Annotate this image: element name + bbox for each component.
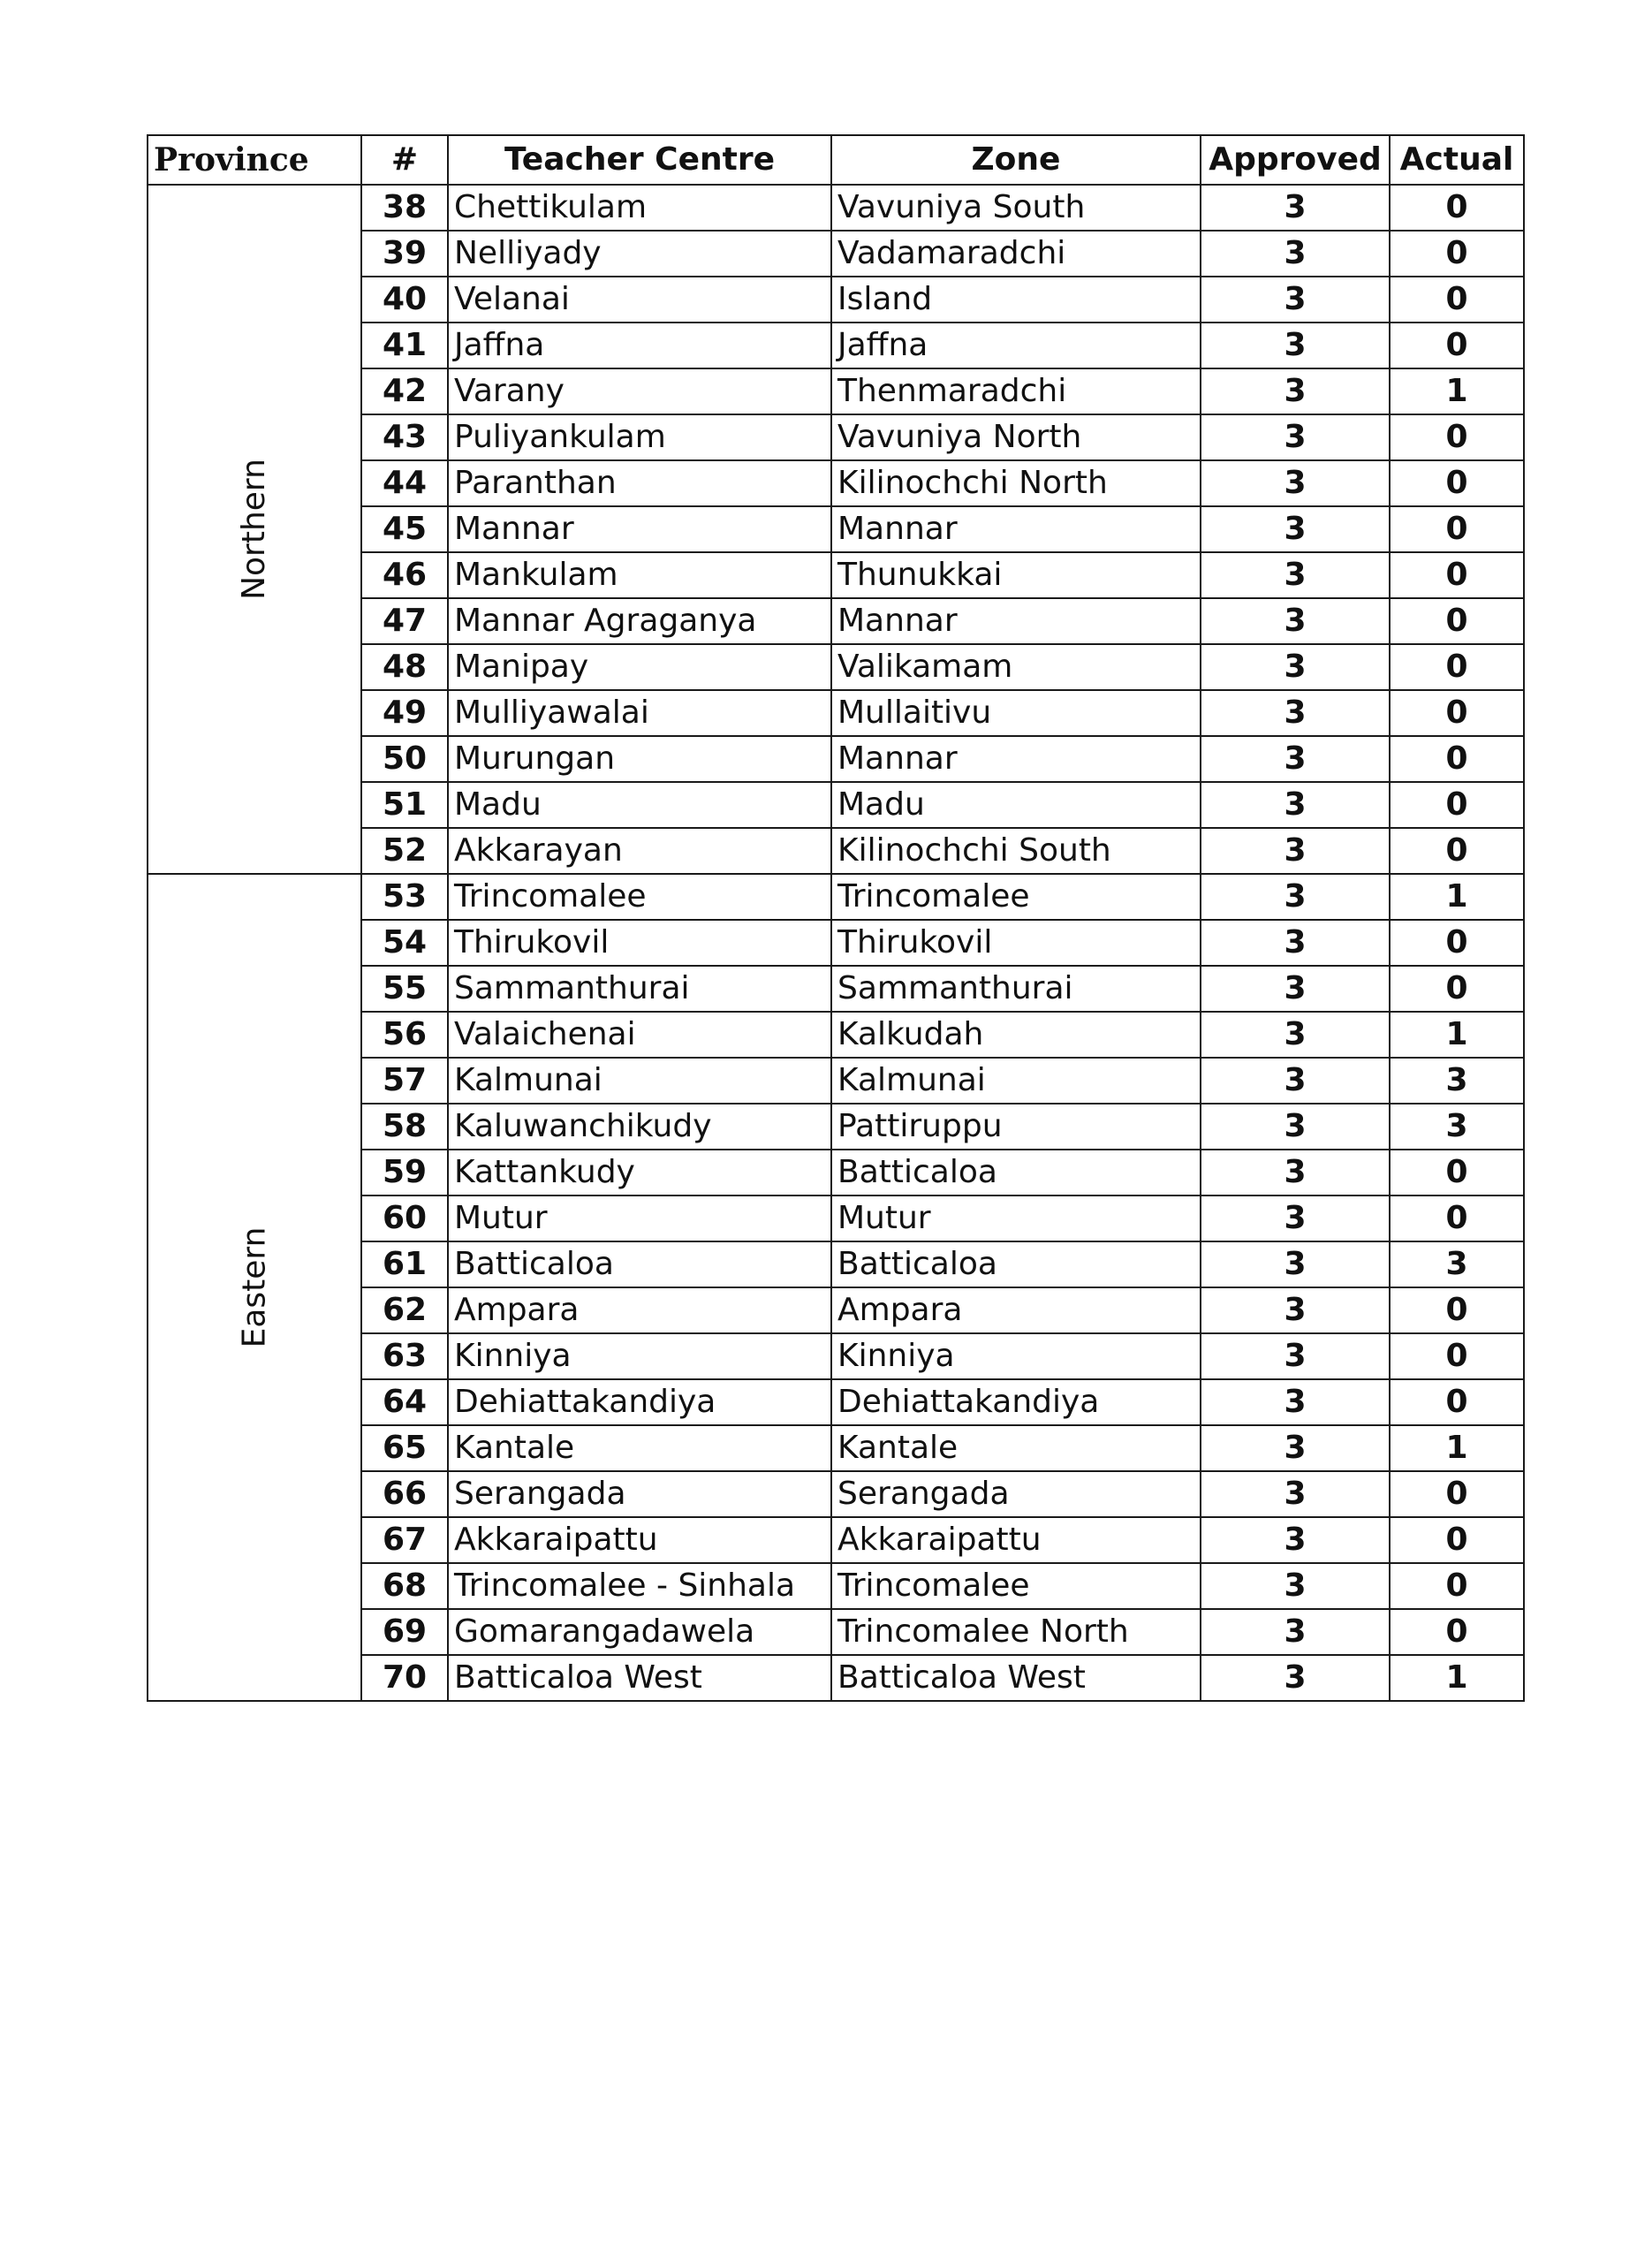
row-number-cell: 39 bbox=[361, 231, 448, 277]
table-row bbox=[148, 185, 1524, 231]
row-number-cell: 41 bbox=[361, 323, 448, 368]
row-number-cell: 46 bbox=[361, 552, 448, 598]
actual-count-cell: 3 bbox=[1390, 1058, 1524, 1104]
teacher-centre-cell: Trincomalee bbox=[448, 874, 831, 920]
zone-cell: Thunukkai bbox=[831, 552, 1201, 598]
approved-count-cell: 3 bbox=[1201, 1196, 1390, 1241]
teacher-centre-cell: Manipay bbox=[448, 644, 831, 690]
approved-count-cell: 3 bbox=[1201, 874, 1390, 920]
row-number-cell: 48 bbox=[361, 644, 448, 690]
row-number-cell: 38 bbox=[361, 185, 448, 231]
teacher-centre-table bbox=[147, 134, 1525, 1702]
teacher-centre-cell: Trincomalee - Sinhala bbox=[448, 1563, 831, 1609]
approved-count-cell: 3 bbox=[1201, 690, 1390, 736]
approved-count-cell: 3 bbox=[1201, 1563, 1390, 1609]
teacher-centre-cell: Mulliyawalai bbox=[448, 690, 831, 736]
zone-cell: Batticaloa bbox=[831, 1150, 1201, 1196]
actual-count-cell: 0 bbox=[1390, 185, 1524, 231]
teacher-centre-cell: Batticaloa West bbox=[448, 1655, 831, 1701]
teacher-centre-cell: Valaichenai bbox=[448, 1012, 831, 1058]
approved-count-cell: 3 bbox=[1201, 1333, 1390, 1379]
zone-cell: Kantale bbox=[831, 1425, 1201, 1471]
zone-cell: Kilinochchi South bbox=[831, 828, 1201, 874]
row-number-cell: 65 bbox=[361, 1425, 448, 1471]
zone-cell: Mullaitivu bbox=[831, 690, 1201, 736]
row-number-cell: 62 bbox=[361, 1287, 448, 1333]
row-number-cell: 56 bbox=[361, 1012, 448, 1058]
document-page bbox=[147, 134, 1523, 1702]
teacher-centre-cell: Gomarangadawela bbox=[448, 1609, 831, 1655]
teacher-centre-cell: Ampara bbox=[448, 1287, 831, 1333]
approved-count-cell: 3 bbox=[1201, 1012, 1390, 1058]
approved-count-cell: 3 bbox=[1201, 506, 1390, 552]
zone-cell: Akkaraipattu bbox=[831, 1517, 1201, 1563]
actual-count-cell: 0 bbox=[1390, 231, 1524, 277]
zone-cell: Trincomalee North bbox=[831, 1609, 1201, 1655]
approved-count-cell: 3 bbox=[1201, 1609, 1390, 1655]
zone-cell: Ampara bbox=[831, 1287, 1201, 1333]
zone-cell: Pattiruppu bbox=[831, 1104, 1201, 1150]
row-number-cell: 66 bbox=[361, 1471, 448, 1517]
zone-cell: Mutur bbox=[831, 1196, 1201, 1241]
actual-count-cell: 3 bbox=[1390, 1241, 1524, 1287]
approved-count-cell: 3 bbox=[1201, 1517, 1390, 1563]
zone-cell: Jaffna bbox=[831, 323, 1201, 368]
zone-cell: Serangada bbox=[831, 1471, 1201, 1517]
teacher-centre-cell: Akkaraipattu bbox=[448, 1517, 831, 1563]
teacher-centre-cell: Velanai bbox=[448, 277, 831, 323]
actual-count-cell: 0 bbox=[1390, 323, 1524, 368]
actual-count-cell: 1 bbox=[1390, 1012, 1524, 1058]
teacher-centre-cell: Chettikulam bbox=[448, 185, 831, 231]
actual-count-cell: 0 bbox=[1390, 782, 1524, 828]
row-number-cell: 43 bbox=[361, 414, 448, 460]
teacher-centre-cell: Puliyankulam bbox=[448, 414, 831, 460]
row-number-cell: 42 bbox=[361, 368, 448, 414]
zone-cell: Kalkudah bbox=[831, 1012, 1201, 1058]
province-label: Northern bbox=[235, 459, 272, 600]
actual-count-cell: 1 bbox=[1390, 874, 1524, 920]
teacher-centre-cell: Murungan bbox=[448, 736, 831, 782]
teacher-centre-cell: Kattankudy bbox=[448, 1150, 831, 1196]
row-number-cell: 60 bbox=[361, 1196, 448, 1241]
header-zone: Zone bbox=[831, 135, 1201, 185]
actual-count-cell: 0 bbox=[1390, 690, 1524, 736]
teacher-centre-cell: Mannar Agraganya bbox=[448, 598, 831, 644]
approved-count-cell: 3 bbox=[1201, 185, 1390, 231]
approved-count-cell: 3 bbox=[1201, 1058, 1390, 1104]
row-number-cell: 64 bbox=[361, 1379, 448, 1425]
approved-count-cell: 3 bbox=[1201, 368, 1390, 414]
approved-count-cell: 3 bbox=[1201, 1104, 1390, 1150]
teacher-centre-cell: Mutur bbox=[448, 1196, 831, 1241]
actual-count-cell: 0 bbox=[1390, 1379, 1524, 1425]
zone-cell: Kinniya bbox=[831, 1333, 1201, 1379]
row-number-cell: 40 bbox=[361, 277, 448, 323]
zone-cell: Vavuniya South bbox=[831, 185, 1201, 231]
row-number-cell: 57 bbox=[361, 1058, 448, 1104]
row-number-cell: 55 bbox=[361, 966, 448, 1012]
actual-count-cell: 0 bbox=[1390, 1196, 1524, 1241]
teacher-centre-cell: Jaffna bbox=[448, 323, 831, 368]
actual-count-cell: 1 bbox=[1390, 1425, 1524, 1471]
approved-count-cell: 3 bbox=[1201, 644, 1390, 690]
actual-count-cell: 0 bbox=[1390, 644, 1524, 690]
actual-count-cell: 0 bbox=[1390, 920, 1524, 966]
row-number-cell: 61 bbox=[361, 1241, 448, 1287]
actual-count-cell: 0 bbox=[1390, 460, 1524, 506]
province-cell bbox=[148, 874, 361, 1701]
zone-cell: Sammanthurai bbox=[831, 966, 1201, 1012]
teacher-centre-cell: Nelliyady bbox=[448, 231, 831, 277]
actual-count-cell: 0 bbox=[1390, 828, 1524, 874]
approved-count-cell: 3 bbox=[1201, 1379, 1390, 1425]
actual-count-cell: 0 bbox=[1390, 736, 1524, 782]
zone-cell: Mannar bbox=[831, 506, 1201, 552]
actual-count-cell: 0 bbox=[1390, 277, 1524, 323]
teacher-centre-cell: Varany bbox=[448, 368, 831, 414]
teacher-centre-cell: Madu bbox=[448, 782, 831, 828]
approved-count-cell: 3 bbox=[1201, 277, 1390, 323]
row-number-cell: 68 bbox=[361, 1563, 448, 1609]
actual-count-cell: 0 bbox=[1390, 1150, 1524, 1196]
row-number-cell: 50 bbox=[361, 736, 448, 782]
actual-count-cell: 0 bbox=[1390, 1287, 1524, 1333]
approved-count-cell: 3 bbox=[1201, 552, 1390, 598]
zone-cell: Trincomalee bbox=[831, 1563, 1201, 1609]
header-row bbox=[148, 135, 1524, 185]
header-approved: Approved bbox=[1201, 135, 1390, 185]
approved-count-cell: 3 bbox=[1201, 1241, 1390, 1287]
teacher-centre-cell: Thirukovil bbox=[448, 920, 831, 966]
actual-count-cell: 0 bbox=[1390, 1563, 1524, 1609]
header-actual: Actual bbox=[1390, 135, 1524, 185]
zone-cell: Valikamam bbox=[831, 644, 1201, 690]
teacher-centre-cell: Kantale bbox=[448, 1425, 831, 1471]
zone-cell: Trincomalee bbox=[831, 874, 1201, 920]
approved-count-cell: 3 bbox=[1201, 828, 1390, 874]
zone-cell: Batticaloa West bbox=[831, 1655, 1201, 1701]
approved-count-cell: 3 bbox=[1201, 598, 1390, 644]
actual-count-cell: 0 bbox=[1390, 552, 1524, 598]
actual-count-cell: 0 bbox=[1390, 414, 1524, 460]
teacher-centre-cell: Mannar bbox=[448, 506, 831, 552]
header-teacher-centre: Teacher Centre bbox=[448, 135, 831, 185]
row-number-cell: 45 bbox=[361, 506, 448, 552]
header-number: # bbox=[361, 135, 448, 185]
zone-cell: Mannar bbox=[831, 736, 1201, 782]
row-number-cell: 51 bbox=[361, 782, 448, 828]
zone-cell: Madu bbox=[831, 782, 1201, 828]
zone-cell: Vadamaradchi bbox=[831, 231, 1201, 277]
teacher-centre-cell: Dehiattakandiya bbox=[448, 1379, 831, 1425]
row-number-cell: 59 bbox=[361, 1150, 448, 1196]
zone-cell: Thirukovil bbox=[831, 920, 1201, 966]
approved-count-cell: 3 bbox=[1201, 414, 1390, 460]
zone-cell: Thenmaradchi bbox=[831, 368, 1201, 414]
table-header bbox=[148, 135, 1524, 185]
approved-count-cell: 3 bbox=[1201, 736, 1390, 782]
actual-count-cell: 0 bbox=[1390, 1333, 1524, 1379]
row-number-cell: 67 bbox=[361, 1517, 448, 1563]
teacher-centre-cell: Kalmunai bbox=[448, 1058, 831, 1104]
approved-count-cell: 3 bbox=[1201, 1655, 1390, 1701]
approved-count-cell: 3 bbox=[1201, 1150, 1390, 1196]
zone-cell: Island bbox=[831, 277, 1201, 323]
row-number-cell: 70 bbox=[361, 1655, 448, 1701]
approved-count-cell: 3 bbox=[1201, 920, 1390, 966]
table-row bbox=[148, 874, 1524, 920]
province-label: Eastern bbox=[236, 1226, 272, 1348]
zone-cell: Batticaloa bbox=[831, 1241, 1201, 1287]
teacher-centre-cell: Kaluwanchikudy bbox=[448, 1104, 831, 1150]
row-number-cell: 63 bbox=[361, 1333, 448, 1379]
row-number-cell: 47 bbox=[361, 598, 448, 644]
zone-cell: Kilinochchi North bbox=[831, 460, 1201, 506]
actual-count-cell: 0 bbox=[1390, 1471, 1524, 1517]
row-number-cell: 53 bbox=[361, 874, 448, 920]
approved-count-cell: 3 bbox=[1201, 323, 1390, 368]
actual-count-cell: 0 bbox=[1390, 966, 1524, 1012]
teacher-centre-cell: Kinniya bbox=[448, 1333, 831, 1379]
actual-count-cell: 3 bbox=[1390, 1104, 1524, 1150]
row-number-cell: 69 bbox=[361, 1609, 448, 1655]
approved-count-cell: 3 bbox=[1201, 1425, 1390, 1471]
zone-cell: Vavuniya North bbox=[831, 414, 1201, 460]
teacher-centre-cell: Mankulam bbox=[448, 552, 831, 598]
actual-count-cell: 0 bbox=[1390, 1609, 1524, 1655]
row-number-cell: 54 bbox=[361, 920, 448, 966]
row-number-cell: 58 bbox=[361, 1104, 448, 1150]
approved-count-cell: 3 bbox=[1201, 782, 1390, 828]
teacher-centre-cell: Serangada bbox=[448, 1471, 831, 1517]
row-number-cell: 52 bbox=[361, 828, 448, 874]
actual-count-cell: 0 bbox=[1390, 506, 1524, 552]
province-cell bbox=[148, 185, 361, 874]
teacher-centre-cell: Akkarayan bbox=[448, 828, 831, 874]
teacher-centre-cell: Sammanthurai bbox=[448, 966, 831, 1012]
actual-count-cell: 1 bbox=[1390, 1655, 1524, 1701]
approved-count-cell: 3 bbox=[1201, 1471, 1390, 1517]
zone-cell: Dehiattakandiya bbox=[831, 1379, 1201, 1425]
row-number-cell: 44 bbox=[361, 460, 448, 506]
approved-count-cell: 3 bbox=[1201, 460, 1390, 506]
approved-count-cell: 3 bbox=[1201, 966, 1390, 1012]
actual-count-cell: 0 bbox=[1390, 598, 1524, 644]
table-body bbox=[148, 185, 1524, 1701]
approved-count-cell: 3 bbox=[1201, 1287, 1390, 1333]
header-province: Province bbox=[148, 135, 361, 185]
zone-cell: Kalmunai bbox=[831, 1058, 1201, 1104]
row-number-cell: 49 bbox=[361, 690, 448, 736]
zone-cell: Mannar bbox=[831, 598, 1201, 644]
teacher-centre-cell: Batticaloa bbox=[448, 1241, 831, 1287]
approved-count-cell: 3 bbox=[1201, 231, 1390, 277]
actual-count-cell: 0 bbox=[1390, 1517, 1524, 1563]
teacher-centre-cell: Paranthan bbox=[448, 460, 831, 506]
actual-count-cell: 1 bbox=[1390, 368, 1524, 414]
